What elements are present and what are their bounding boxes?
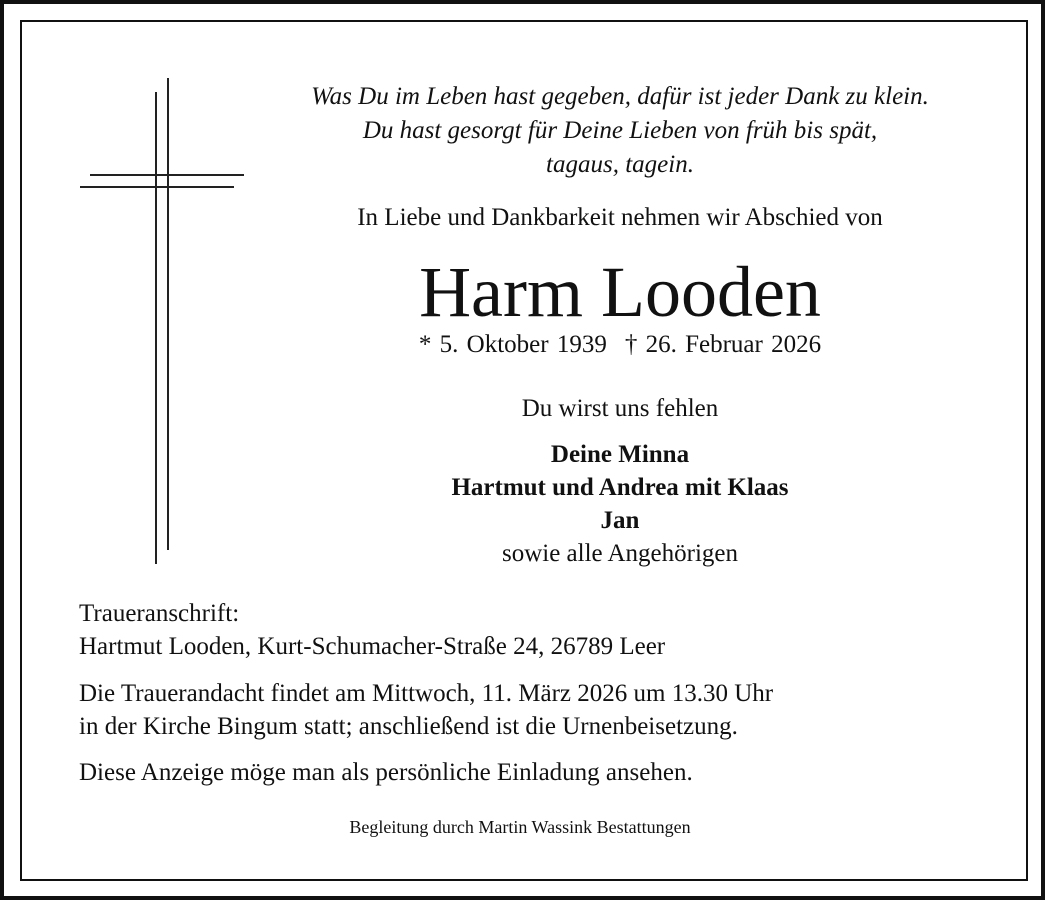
- deceased-name: Harm Looden: [419, 252, 821, 332]
- invitation-note: Diese Anzeige möge man als persönliche Einladung ansehen.: [79, 759, 693, 786]
- mourning-address: [79, 597, 979, 663]
- address-label: Traueranschrift:: [79, 600, 240, 627]
- cross-icon: [78, 78, 248, 568]
- mourner-line: Deine Minna: [550, 441, 690, 468]
- farewell-text: Du wirst uns fehlen: [521, 395, 719, 422]
- birth-date: * 5. Oktober 1939: [418, 331, 607, 358]
- service-line: in der Kirche Bingum statt; anschließend ist die Urnenbeisetzung.: [79, 713, 738, 740]
- poem-line: Was Du im Leben hast gegeben, dafür ist jeder Dank zu klein.: [311, 83, 929, 110]
- death-date: † 26. Februar 2026: [624, 331, 822, 358]
- poem-line: tagaus, tagein.: [546, 151, 694, 178]
- life-dates: [250, 328, 990, 362]
- intro-text: In Liebe und Dankbarkeit nehmen wir Abschied von: [357, 204, 883, 231]
- funeral-home-credit: Begleitung durch Martin Wassink Bestattungen: [349, 817, 691, 837]
- mourner-line: Hartmut und Andrea mit Klaas: [451, 474, 789, 501]
- service-info: [79, 677, 979, 743]
- mourner-line: Jan: [600, 507, 640, 534]
- mourner-line: sowie alle Angehörigen: [501, 540, 739, 567]
- service-line: Die Trauerandacht findet am Mittwoch, 11. März 2026 um 13.30 Uhr: [79, 680, 774, 707]
- address-value: Hartmut Looden, Kurt-Schumacher-Straße 24, 26789 Leer: [79, 633, 666, 660]
- poem-verse: [250, 80, 990, 182]
- mourners-list: [250, 438, 990, 570]
- poem-line: Du hast gesorgt für Deine Lieben von früh bis spät,: [362, 117, 878, 144]
